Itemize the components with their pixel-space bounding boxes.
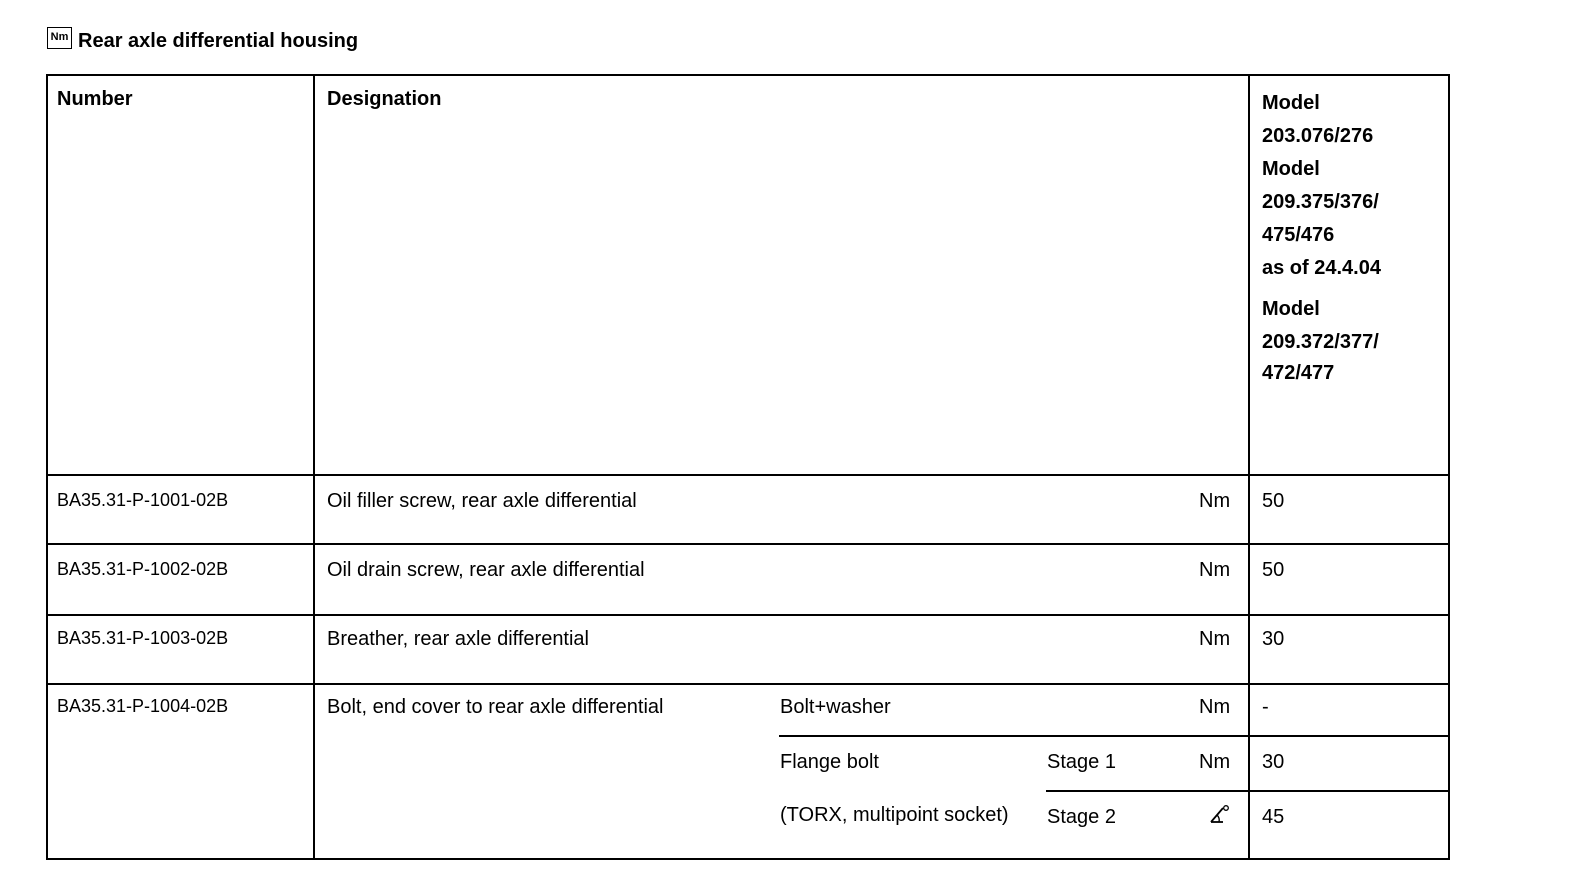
column-divider [313,76,315,858]
model-label: Model [1262,298,1320,320]
row-unit: Nm [1199,559,1231,581]
row-designation: Bolt, end cover to rear axle differential [327,696,664,718]
header-models [1262,87,1381,387]
subrow-part: Bolt+washer [780,696,891,718]
subrow-value: - [1262,696,1269,718]
model-label: Model [1262,158,1320,180]
row-unit: Nm [1199,628,1231,650]
row-value: 50 [1262,490,1285,512]
page-title: Rear axle differential housing [78,29,359,52]
row-number: BA35.31-P-1002-02B [57,559,229,579]
row-value: 50 [1262,559,1285,581]
subrow-part: Flange bolt [780,751,879,773]
subrow-divider [779,735,1448,737]
row-divider [48,614,1448,616]
torque-nm-icon: Nm [47,27,72,49]
subrow-value: 45 [1262,806,1285,828]
model-number: 209.375/376/ [1262,191,1379,213]
angle-degree-icon [1208,804,1230,826]
model-number: 472/477 [1262,362,1335,384]
header-number: Number [57,88,133,110]
row-unit: Nm [1199,490,1231,512]
section-heading [47,27,358,55]
row-number: BA35.31-P-1003-02B [57,628,229,648]
model-label: Model [1262,92,1320,114]
row-designation: Oil filler screw, rear axle differential [327,490,637,512]
subrow-part: (TORX, multipoint socket) [780,804,1009,826]
subrow-unit: Nm [1199,751,1231,773]
header-designation: Designation [327,88,442,110]
subrow-divider [1046,790,1448,792]
model-number: 209.372/377/ [1262,331,1379,353]
row-divider [48,474,1448,476]
column-divider [1248,76,1250,858]
row-number: BA35.31-P-1001-02B [57,490,229,510]
subrow-stage: Stage 2 [1047,806,1116,828]
row-designation: Breather, rear axle differential [327,628,590,650]
model-date: as of 24.4.04 [1262,257,1381,279]
row-value: 30 [1262,628,1285,650]
torque-table [46,74,1450,860]
subrow-unit: Nm [1199,696,1231,718]
subrow-stage: Stage 1 [1047,751,1116,773]
row-designation: Oil drain screw, rear axle differential [327,559,645,581]
subrow-value: 30 [1262,751,1285,773]
model-number: 203.076/276 [1262,125,1374,147]
model-number: 475/476 [1262,224,1335,246]
row-divider [48,543,1448,545]
row-divider [48,683,1448,685]
row-number: BA35.31-P-1004-02B [57,696,229,716]
